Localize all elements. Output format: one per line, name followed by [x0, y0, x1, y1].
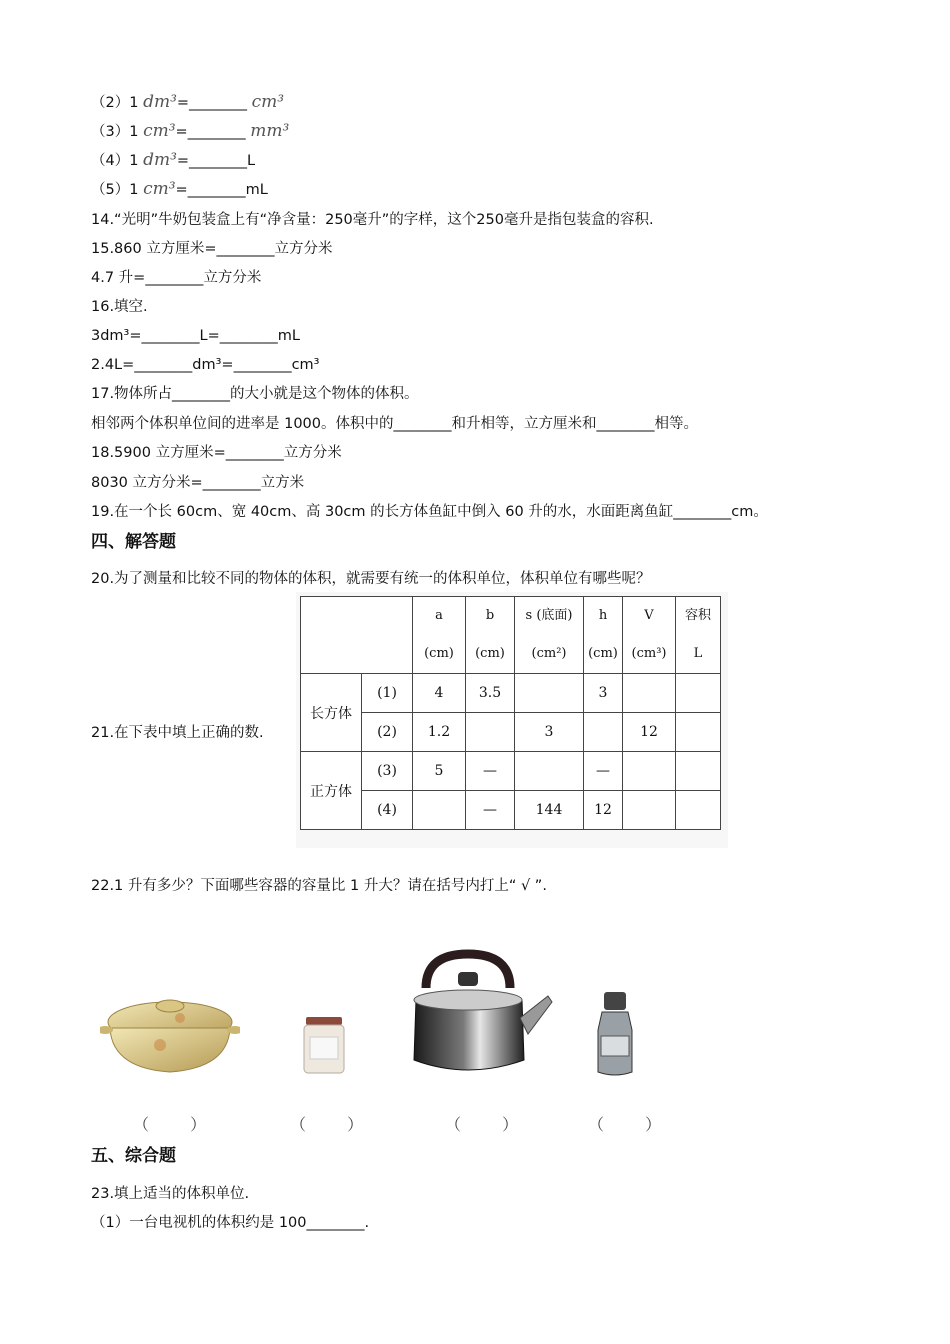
text: （4）1 [91, 153, 144, 169]
row-index: (3) [362, 752, 413, 791]
text: （5）1 [91, 182, 144, 198]
table-header [413, 597, 466, 674]
question-15a: 15.860 立方厘米=________立方分米 [91, 241, 333, 257]
unit: mm³ [250, 121, 290, 141]
answer-paren[interactable]: （ ） [445, 1115, 537, 1134]
header-top: b [485, 608, 495, 623]
table-cell: — [466, 791, 515, 830]
unit: cm³ [143, 179, 176, 199]
text: （3）1 [91, 124, 144, 140]
table-cell [584, 713, 623, 752]
question-23: 23.填上适当的体积单位. [91, 1186, 250, 1202]
table-cell: 3.5 [466, 674, 515, 713]
table-row [301, 791, 721, 830]
question-18a: 18.5900 立方厘米=________立方分米 [91, 445, 342, 461]
header-top: V [644, 608, 654, 623]
table-cell [623, 791, 676, 830]
table-header [466, 597, 515, 674]
small-jar-icon [300, 1015, 350, 1077]
header-top: h [598, 608, 608, 623]
table-header [515, 597, 584, 674]
table-cell [466, 713, 515, 752]
volume-table [300, 596, 721, 830]
table-cell: 144 [515, 791, 584, 830]
header-unit: L [693, 646, 703, 661]
header-unit: (cm) [424, 646, 454, 661]
table-cell: — [584, 752, 623, 791]
question-22: 22.1 升有多少？下面哪些容器的容量比 1 升大？请在括号内打上“ √ ”. [91, 878, 547, 894]
table-cell [676, 713, 721, 752]
header-unit: (cm) [475, 646, 505, 661]
table-header [623, 597, 676, 674]
volume-table-frame [296, 592, 728, 848]
question-14: 14.“光明”牛奶包装盒上有“净含量：250毫升”的字样，这个250毫升是指包装盒的容积. [91, 212, 654, 228]
question-19: 19.在一个长 60cm、宽 40cm、高 30cm 的长方体鱼缸中倒入 60 升的水，水面距离鱼缸________cm。 [91, 504, 768, 520]
table-cell: 3 [515, 713, 584, 752]
question-15b: 4.7 升=________立方分米 [91, 270, 262, 286]
row-index: (4) [362, 791, 413, 830]
table-cell: 5 [413, 752, 466, 791]
table-row [301, 713, 721, 752]
table-cell: 4 [413, 674, 466, 713]
line-4 [91, 150, 255, 171]
question-16a: 3dm³=________L=________mL [91, 328, 300, 344]
header-top: s (底面) [525, 608, 573, 623]
kettle-icon [408, 948, 558, 1078]
table-cell [515, 674, 584, 713]
question-16b: 2.4L=________dm³=________cm³ [91, 357, 320, 373]
table-cell: 1.2 [413, 713, 466, 752]
unit: dm³ [143, 92, 177, 112]
group-label: 长方体 [301, 674, 362, 752]
table-cell [413, 791, 466, 830]
header-unit: (cm³) [631, 646, 667, 661]
answer-paren[interactable]: （ ） [588, 1115, 680, 1134]
table-header [584, 597, 623, 674]
question-16: 16.填空. [91, 299, 148, 315]
casserole-pot-icon [100, 990, 240, 1080]
answer-paren[interactable]: （ ） [133, 1115, 225, 1134]
bottle-icon [592, 990, 638, 1078]
row-index: (1) [362, 674, 413, 713]
unit: cm³ [143, 121, 176, 141]
table-cell [623, 674, 676, 713]
line-2 [91, 92, 284, 113]
header-top: 容积 [684, 608, 711, 623]
section-heading: 五、综合题 [91, 1146, 176, 1166]
table-cell [676, 752, 721, 791]
section-heading: 四、解答题 [91, 532, 176, 552]
text: =________ [176, 95, 252, 111]
text: =________L [176, 153, 256, 169]
table-row [301, 674, 721, 713]
table-header [676, 597, 721, 674]
header-unit: (cm) [588, 646, 618, 661]
line-3 [91, 121, 289, 142]
question-17a: 17.物体所占________的大小就是这个物体的体积。 [91, 386, 419, 402]
text: （2）1 [91, 95, 144, 111]
question-21: 21.在下表中填上正确的数. [91, 725, 264, 741]
question-17b: 相邻两个体积单位间的进率是 1000。体积中的________和升相等，立方厘米和________相等。 [91, 416, 699, 432]
table-corner [301, 597, 413, 674]
question-18b: 8030 立方分米=________立方米 [91, 475, 305, 491]
text: =________mL [175, 182, 268, 198]
group-label: 正方体 [301, 752, 362, 830]
question-20: 20.为了测量和比较不同的物体的体积，就需要有统一的体积单位，体积单位有哪些呢？ [91, 571, 651, 587]
row-index: (2) [362, 713, 413, 752]
table-cell [676, 674, 721, 713]
table-cell [515, 752, 584, 791]
table-cell [676, 791, 721, 830]
table-header-row [301, 597, 721, 674]
table-cell: 12 [623, 713, 676, 752]
table-cell: 3 [584, 674, 623, 713]
question-23a: （1）一台电视机的体积约是 100________. [91, 1215, 370, 1231]
text: =________ [175, 124, 251, 140]
unit: cm³ [251, 92, 285, 112]
unit: dm³ [143, 150, 177, 170]
line-5 [91, 179, 268, 200]
header-top: a [435, 608, 443, 623]
table-row [301, 752, 721, 791]
table-cell [623, 752, 676, 791]
table-cell: — [466, 752, 515, 791]
answer-paren[interactable]: （ ） [290, 1115, 382, 1134]
table-cell: 12 [584, 791, 623, 830]
header-unit: (cm²) [531, 646, 567, 661]
